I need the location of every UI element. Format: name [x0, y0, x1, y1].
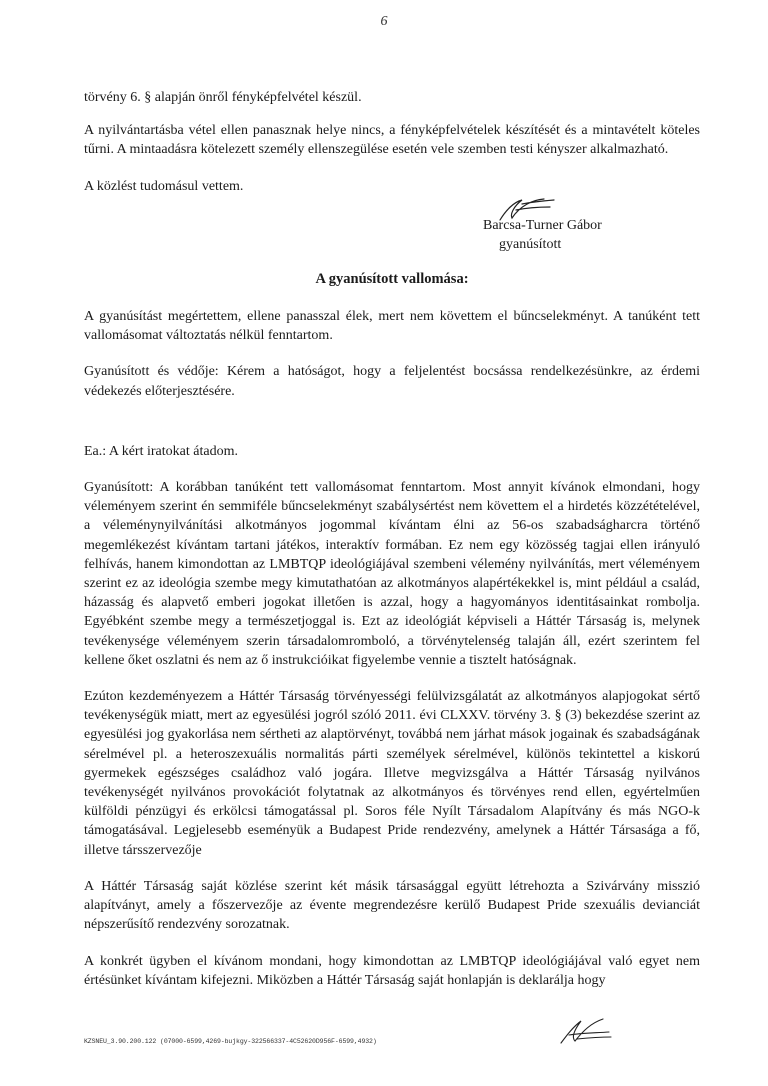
statement-paragraph-1: A gyanúsítást megértettem, ellene panasszal élek, mert nem követtem el bűncselekményt. A tanúként tett vallomásomat változtatás nélkül fenntartom. [84, 309, 700, 344]
document-body [84, 88, 700, 990]
statement-paragraph-6: A Háttér Társaság saját közlése szerint két másik társasággal együtt létrehozta a Szivárvány misszió alapítványt, amely a főszervezője az évente megrendezésre kerülő Budapest Pride szexuális devianciát népszerűsítő rendezvény sorozatnak. [84, 878, 700, 933]
suspect-name: Barcsa-Turner Gábor [483, 217, 602, 233]
suspect-signature-block [84, 196, 700, 264]
page-number: 6 [380, 14, 388, 29]
statement-paragraph-2: Gyanúsított és védője: Kérem a hatóságot, hogy a feljelentést bocsássa rendelkezésünkre, az érdemi védekezés előterjesztésére. [84, 364, 700, 399]
initials-signature-icon [555, 1013, 615, 1049]
paragraph-acknowledgement: A közlést tudomásul vettem. [84, 178, 244, 194]
statement-paragraph-4: Gyanúsított: A korábban tanúként tett vallomásomat fenntartom. Most annyit kívánok elmondani, hogy véleményem szerint én semmiféle bűncselekményt szabálysértést nem követtem el a hirdetés közzétételével, a véleménynyilvánítási alkotmányos jogommal kívántam élni az 56-os szabadságharcra történő megemlékezést kívántam tartani játékos, interaktív formában. Ez nem egy közösség tagjai ellen irányuló felhívás, hanem kimondottan az LMBTQP ideológiájával szembeni vélemény nyilvánítás, mert véleményem szerint ez az ideológia szembe megy kimutathatóan az alkotmányos alapértékekkel is, mint például a család, házasság és alapvető emberi jogokat illetően is azzal, hogy a hagyományos identitásainkat rombolja. Egyébként szembe megy a természetjoggal is. Ezt az ideológiát képviseli a Háttér Társaság is, melynek tevékenysége véleményem szerin társadalomromboló, a törvénytelenség talaján áll, ezért szerintem fel kellene őket oszlatni és nem az ő instrukcióikat figyelembe vennie a tisztelt hatóságnak. [84, 480, 700, 668]
statement-paragraph-5: Ezúton kezdeményezem a Háttér Társaság törvényességi felülvizsgálatát az alkotmányos alapjogokat sértő tevékenységük miatt, mert az egyesülési jogról szóló 2011. évi CLXXV. törvény 3. § (3) bekezdése szerint az egyesülési jog gyakorlása nem sértheti az alaptörvényt, továbbá nem járhat mások jogainak és szabadságának sérelmével pl. a heteroszexuális normalitás párti személyek sérelmével, különös tekintettel a kiskorú gyermekek egészséges családhoz való jogára. Illetve megvizsgálva a Háttér Társaság nyilvános tevékenységét nyilvános provokációt folytatnak az alkotmányos és törvényes rend ellen, egyértelműen külföldi pénzügyi és erkölcsi támogatással pl. Soros féle Nyílt Társadalom Alapítvány és más NGO-k támogatásával. Legjelesebb eseményük a Budapest Pride rendezvény, amelynek a Háttér Társasága a fő, illetve társszervezője [84, 689, 700, 858]
paragraph-photo-notice: törvény 6. § alapján önről fényképfelvétel készül. [84, 90, 362, 105]
suspect-role: gyanúsított [499, 236, 562, 252]
paragraph-registration-notice: A nyilvántartásba vétel ellen panasznak helye nincs, a fényképfelvételek készítését és a mintavételt köteles tűrni. A mintaadásra kötelezett személy ellenszegülése esetén vele szemben testi kényszer alkalmazható. [84, 123, 700, 158]
statement-paragraph-7: A konkrét ügyben el kívánom mondani, hogy kimondottan az LMBTQP ideológiájával való egyet nem értésünket kívántam kifejezni. Miközben a Háttér Társaság saját honlapján is deklarálja hogy [84, 953, 700, 988]
document-identifier: KZSNEU_3.90.200.122 (07000-6599,4269-bujkgy-322566337-4C52620D956F-6599,4932) [84, 1038, 377, 1045]
section-heading: A gyanúsított vallomása: [315, 270, 469, 287]
statement-paragraph-3: Ea.: A kért iratokat átadom. [84, 443, 238, 459]
